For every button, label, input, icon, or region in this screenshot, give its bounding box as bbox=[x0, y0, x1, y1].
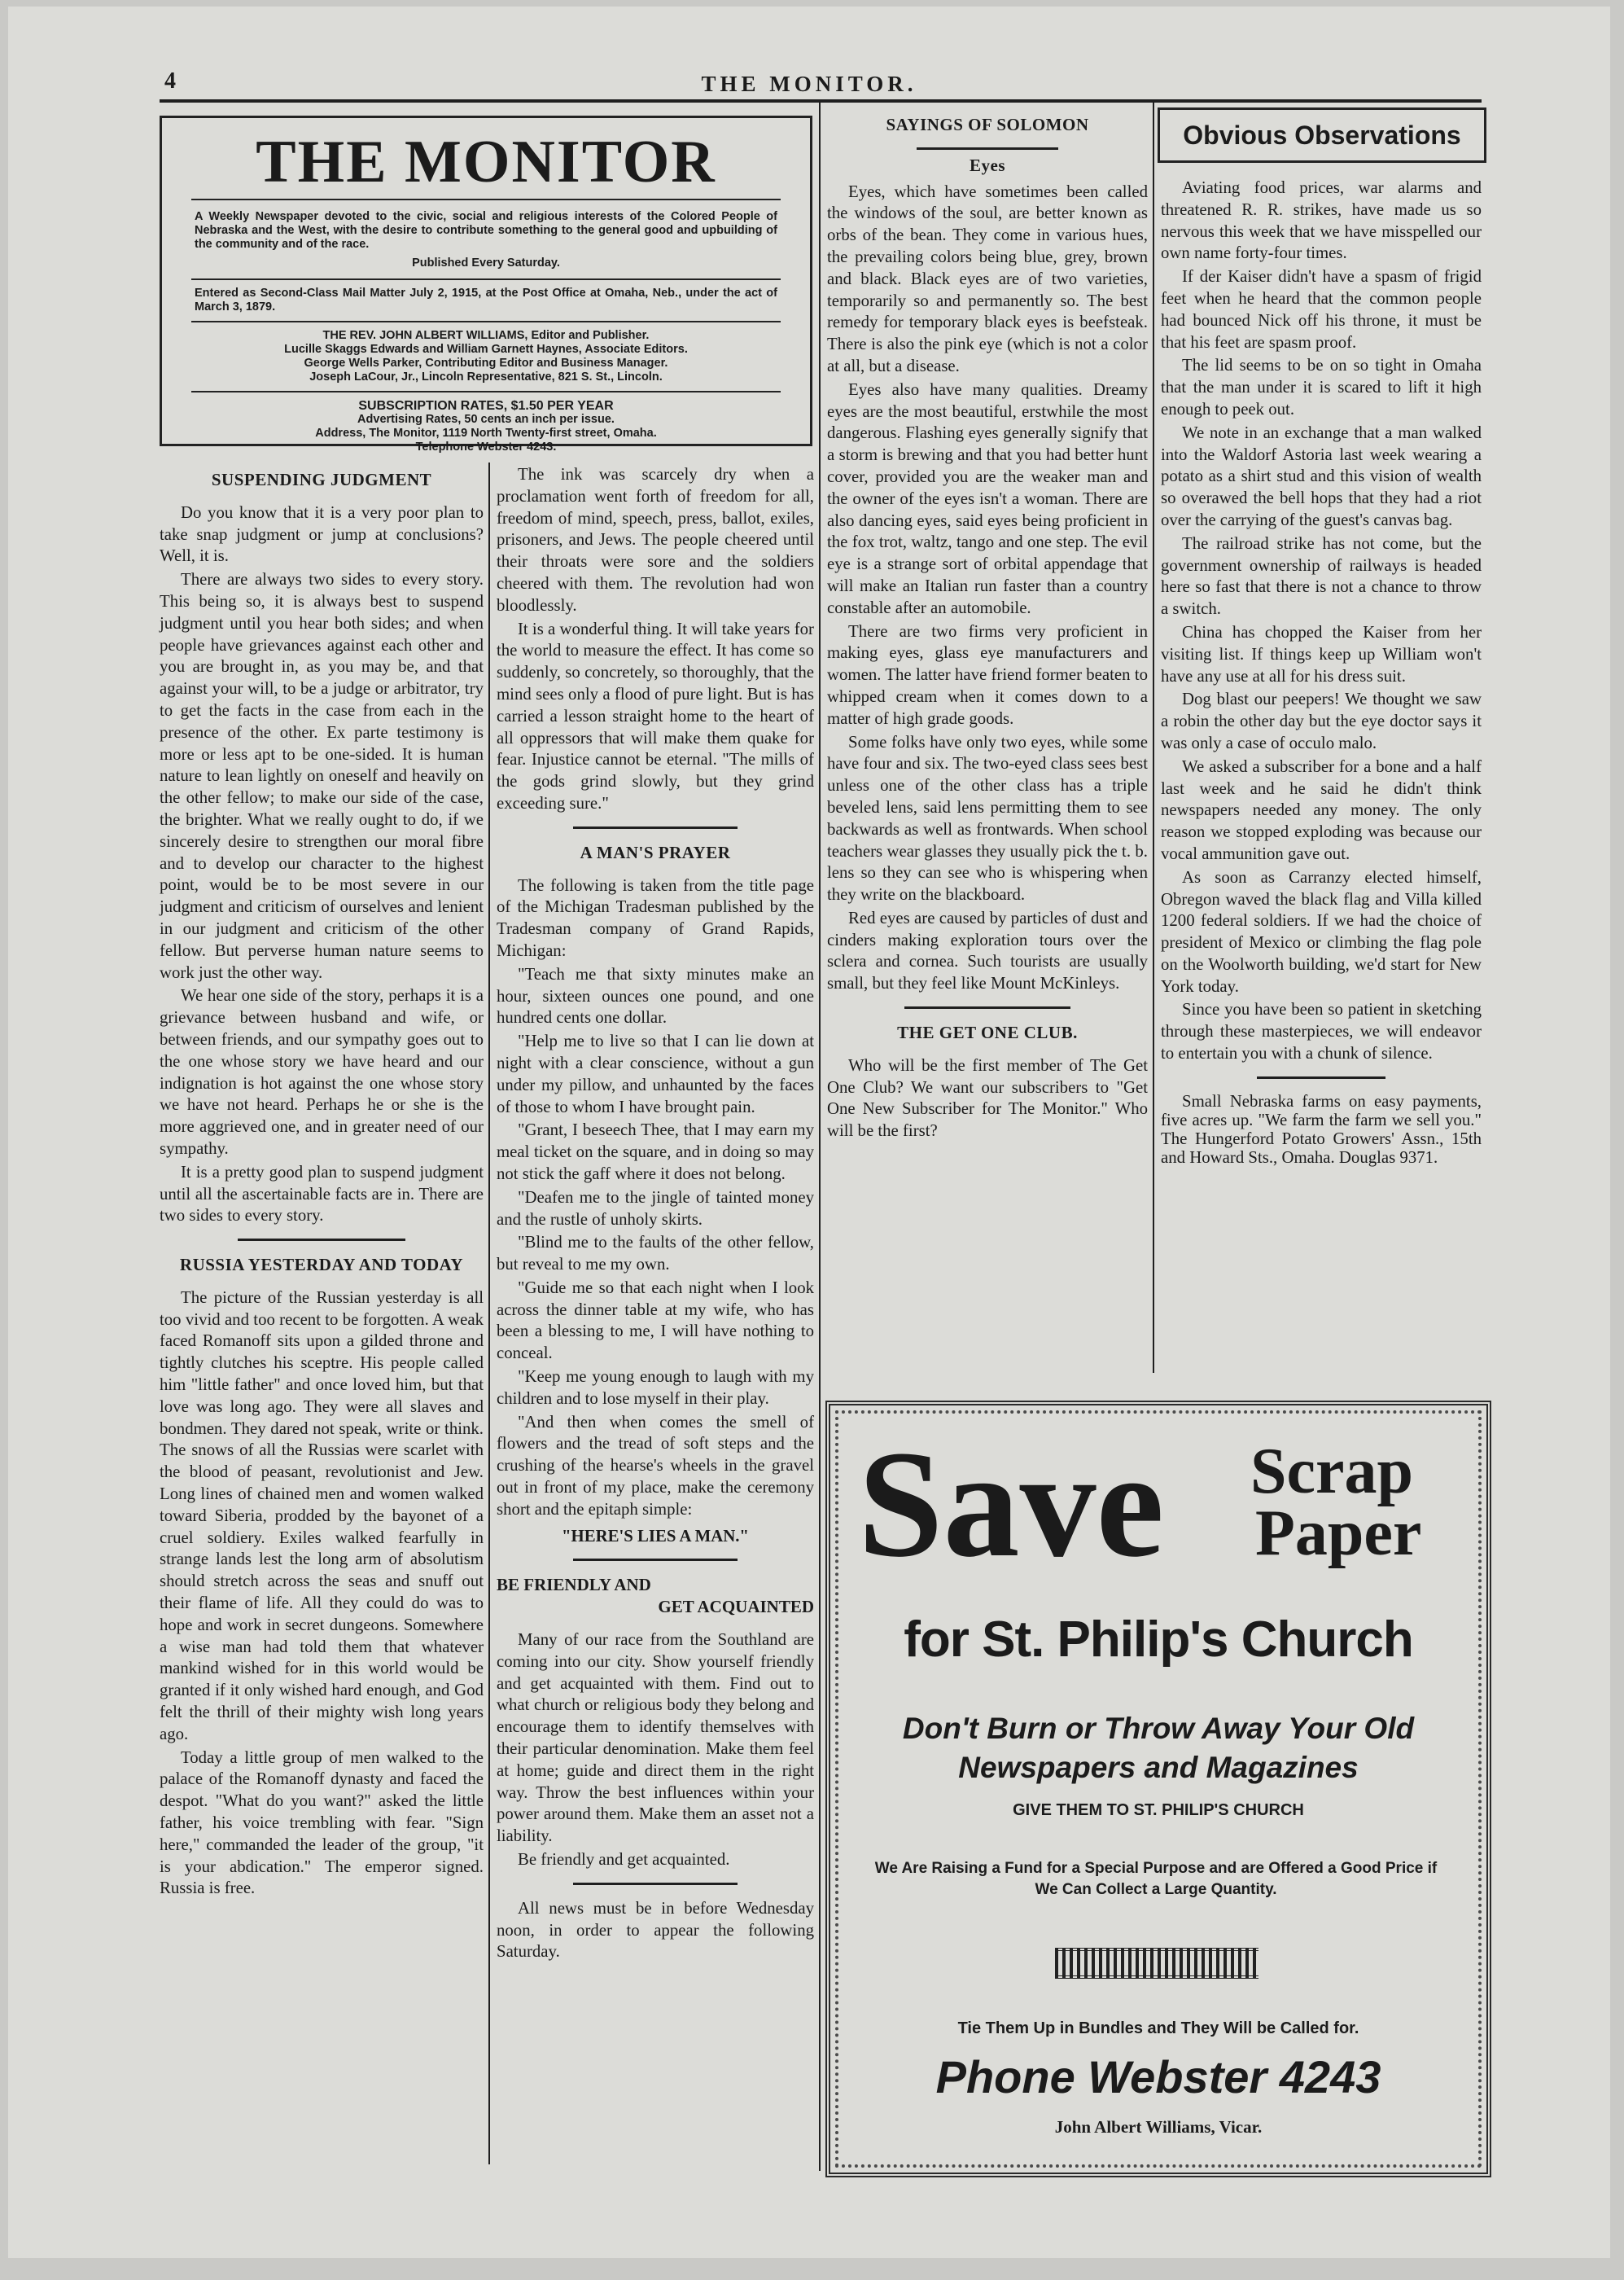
masthead-rule bbox=[191, 278, 781, 280]
article-paragraph: "Deafen me to the jingle of tainted money and the rustle of unholy skirts. bbox=[497, 1187, 814, 1229]
article-divider bbox=[238, 1239, 406, 1241]
article-paragraph: Who will be the first member of The Get One Club? We want our subscribers to "Get One New Subscriber for The Monitor." Who will be the first? bbox=[827, 1055, 1148, 1141]
masthead-associates: Lucille Skaggs Edwards and William Garnett Haynes, Associate Editors. bbox=[284, 343, 688, 356]
column-2 bbox=[497, 464, 814, 1965]
masthead-contributing: George Wells Parker, Contributing Editor and Business Manager. bbox=[304, 357, 668, 370]
observation-paragraph: The lid seems to be on so tight in Omaha that the man under it is scared to lift it high enough to peek out. bbox=[1161, 356, 1482, 419]
ad-church-line: for St. Philip's Church bbox=[904, 1611, 1413, 1668]
article-divider bbox=[1257, 1076, 1385, 1079]
article-paragraph: Red eyes are caused by particles of dust and cinders making exploration tours over the sclera and cornea. Such tourists are usually small, but they feel like Mount McKinleys. bbox=[827, 908, 1148, 993]
article-paragraph: It is a pretty good plan to suspend judgment until all the ascertainable facts are in. There are two sides to every story. bbox=[160, 1162, 484, 1226]
ad-phone-line: Phone Webster 4243 bbox=[935, 2051, 1381, 2102]
masthead-editor: THE REV. JOHN ALBERT WILLIAMS, Editor and Publisher. bbox=[322, 329, 650, 342]
observation-paragraph: Since you have been so patient in sketching through these masterpieces, we will endeavor to entertain you with a chunk of silence. bbox=[1161, 1000, 1482, 1063]
article-divider bbox=[573, 1559, 738, 1561]
article-paragraph: "Guide me so that each night when I look across the dinner table at my wife, who has been a blessing to me, I will have nothing to conceal. bbox=[497, 1278, 814, 1363]
column-3 bbox=[827, 107, 1148, 1144]
column-rule bbox=[488, 463, 490, 2164]
eyes-subheading: Eyes bbox=[970, 155, 1005, 175]
article-paragraph: Today a little group of men walked to the palace of the Romanoff dynasty and faced the despot. "What do you want?" asked the little father, his voice trembling with fear. "Sign here," commanded the leader of the group, "it is your abdication." The emperor signed. Russia is free. bbox=[160, 1747, 484, 1898]
suspending-judgment-heading: SUSPENDING JUDGMENT bbox=[211, 470, 432, 489]
article-paragraph: Many of our race from the Southland are coming into our city. Show yourself friendly and get acquainted with them. Find out to what church or religious body they belong and encourage them to identify themselves with their particular denomination. Make them feel at home; guide and direct them in the right way. Throw the best influences within your power around them. Make them an asset not a liability. bbox=[497, 1630, 814, 1846]
observation-paragraph: Aviating food prices, war alarms and threatened R. R. strikes, have made us so nervous this week that we have misspelled our own name forty-four times. bbox=[1161, 178, 1482, 263]
sayings-of-solomon-heading: SAYINGS OF SOLOMON bbox=[886, 115, 1089, 134]
article-paragraph: Do you know that it is a very poor plan to take snap judgment or jump at conclusions? Well, it is. bbox=[160, 502, 484, 566]
running-head: THE MONITOR. bbox=[701, 72, 917, 96]
observation-paragraph: China has chopped the Kaiser from her visiting list. If things keep up William won't have any use at all for his dress suit. bbox=[1161, 622, 1482, 686]
get-acquainted-heading: GET ACQUAINTED bbox=[658, 1597, 814, 1617]
article-paragraph: Be friendly and get acquainted. bbox=[518, 1850, 730, 1870]
masthead-lincoln: Joseph LaCour, Jr., Lincoln Representative, 821 S. St., Lincoln. bbox=[309, 370, 663, 384]
article-paragraph: We hear one side of the story, perhaps it is a grievance between husband and wife, or between friends, and our sympathy goes out to the one whose story we have heard and our indignation is hot against the one whose story we have not heard. Perhaps he or she is the more aggrieved one, and in greater need of our sympathy. bbox=[160, 986, 484, 1158]
masthead-box bbox=[160, 116, 812, 454]
observation-paragraph: The railroad strike has not come, but the government ownership of railways is headed here so fast that there is not a chance to throw a switch. bbox=[1161, 533, 1482, 619]
column-1 bbox=[160, 464, 484, 1901]
observation-paragraph: We asked a subscriber for a bone and a half last week and he said he didn't think newspapers needed any money. The only reason we stopped exploding was because our vocal ammunition gave out. bbox=[1161, 756, 1482, 863]
epitaph-line: "HERE'S LIES A MAN." bbox=[562, 1526, 749, 1546]
article-paragraph: The ink was scarcely dry when a proclamation went forth of freedom for all, freedom of mind, speech, press, ballot, exiles, prisoners, and Jews. The people cheered until their throats were sore and the soldiers cheered with them. The revolution had won bloodlessly. bbox=[497, 465, 814, 615]
masthead-advertising: Advertising Rates, 50 cents an inch per issue. bbox=[357, 413, 615, 426]
article-paragraph: It is a wonderful thing. It will take years for the world to measure the effect. It has come so suddenly, so concretely, so thoroughly, that the mind sees only a flood of pure light. But is has carried a lesson straight home to the heart of all oppressors that will make them quake for fear. Injustice cannot be eternal. "The mills of the gods grind slowly, but they grind exceeding sure." bbox=[497, 619, 814, 813]
article-paragraph: "Blind me to the faults of the other fellow, but reveal to me my own. bbox=[497, 1233, 814, 1274]
article-divider bbox=[573, 1883, 738, 1885]
get-one-club-heading: THE GET ONE CLUB. bbox=[897, 1023, 1078, 1043]
masthead-entered: Entered as Second-Class Mail Matter July 2, 1915, at the Post Office at Omaha, Neb., under the act of March 3, 1879. bbox=[195, 287, 777, 314]
masthead-telephone: Telephone Webster 4243. bbox=[415, 441, 557, 454]
article-paragraph: Some folks have only two eyes, while some have four and six. The two-eyed class sees best unless one of the other class has a triple beveled lens, said lens permitting them to see backwards as well as frontwards. When school teachers wear glasses they usually pick the t. b. lens so they can see who is whispering when they write on the blackboard. bbox=[827, 732, 1148, 905]
article-paragraph: "Keep me young enough to laugh with my children and to lose myself in their play. bbox=[497, 1367, 814, 1408]
ad-paper-word: Paper bbox=[1255, 1497, 1422, 1569]
observation-paragraph: If der Kaiser didn't have a spasm of frigid feet when he heard that the common people had bounced Nick off his throne, it must be that his feet are spasm proof. bbox=[1161, 267, 1482, 352]
heading-rule bbox=[917, 147, 1057, 150]
column-rule bbox=[1153, 103, 1154, 1373]
article-divider bbox=[904, 1006, 1071, 1009]
newspaper-page bbox=[8, 7, 1610, 2258]
ad-vicar-line: John Albert Williams, Vicar. bbox=[1054, 2117, 1263, 2137]
header-rule bbox=[160, 99, 1482, 103]
masthead-address: Address, The Monitor, 1119 North Twenty-first street, Omaha. bbox=[315, 427, 657, 440]
article-paragraph: There are two firms very proficient in making eyes, glass eye manufacturers and women. The latter have friend former beaten to whipped cream when it comes down to a matter of high grade goods. bbox=[827, 621, 1148, 728]
ad-raising-fund-text: We Are Raising a Fund for a Special Purpose and are Offered a Good Price if We Can Collect a Large Quantity. bbox=[874, 1860, 1438, 1898]
observation-paragraph: Dog blast our peepers! We thought we saw a robin the other day but the eye doctor says it was only a case of occulo malo. bbox=[1161, 690, 1482, 752]
article-paragraph: The picture of the Russian yesterday is all too vivid and too recent to be forgotten. A weak faced Romanoff sits upon a gilded throne and tightly clutches his sceptre. His people called him "little father" and once loved him, but that love was long ago. They were all slaves and bondmen. They dared not speak, write or think. The snows of all the Russias were scarlet with the blood of peasant, revolutionist and Jew. Long lines of chained men and women walked toward Siberia, prodded by the bayonet of a cruel soldiery. Exiles walked fearfully in strange lands lest the long arm of absolutism should stretch across the seas and snuff out their flame of life. All they could do was to hope and work in secret dungeons. Somewhere a wise man had told them that whatever mankind wished for in this world would be granted if it only wished hard enough, and God felt the thrill of their mighty wish long years ago. bbox=[160, 1287, 484, 1743]
column-4 bbox=[1161, 178, 1482, 1168]
article-divider bbox=[573, 826, 738, 829]
article-paragraph: The following is taken from the title page of the Michigan Tradesman published by the Tradesman company of Grand Rapids, Michigan: bbox=[497, 875, 814, 960]
masthead-rule bbox=[191, 391, 781, 392]
page-number: 4 bbox=[164, 68, 176, 94]
article-paragraph: Eyes, which have sometimes been called the windows of the soul, are better known as orbs of the bean. They come in various hues, the prevailing colors being blue, grey, brown and black. Black eyes are of two varieties, temporarily so and permanently so. The best remedy for temporary black eyes is beefsteak. There is also the pink eye (which is not a color at all, but a disease. bbox=[827, 182, 1148, 375]
ad-tie-bundles-line: Tie Them Up in Bundles and They Will be Called for. bbox=[957, 2019, 1359, 2037]
masthead-published: Published Every Saturday. bbox=[412, 256, 560, 270]
farm-advertisement: Small Nebraska farms on easy payments, five acres up. "We farm the farm we sell you." The Hungerford Potato Growers' Assn., 15th and Howard Sts., Omaha. Douglas 9371. bbox=[1161, 1091, 1482, 1167]
article-paragraph: Eyes also have many qualities. Dreamy eyes are the most beautiful, erstwhile the most dangerous. Flashing eyes generally signify that a storm is brewing and that you had better hunt cover, provided you are the weaker man and the owner of the eyes isn't a woman. There are also dancing eyes, said eyes being proficient in the fox trot, waltz, tango and one step. The evil eye is a strange sort of orbital appendage that will make an Italian run faster than a country constable after an automobile. bbox=[827, 379, 1148, 617]
article-paragraph: "And then when comes the smell of flowers and the tread of soft steps and the crushing of the hearse's wheels in the gravel out in front of my place, make the ceremony short and the epitaph simple: bbox=[497, 1412, 814, 1519]
ad-ornament bbox=[1055, 1948, 1258, 1979]
masthead-title: THE MONITOR bbox=[256, 129, 716, 195]
mans-prayer-heading: A MAN'S PRAYER bbox=[580, 842, 731, 862]
article-paragraph: There are always two sides to every story. This being so, it is always best to suspend judgment until you hear both sides; and when people have grievances against each other and you are brought in, as you may be, and that against your will, to be a judge or arbitrator, try to get the facts in the case from each in the presence of the other. Ex parte testimony is more or less apt to be one-sided. It is human nature to lean lightly on oneself and heavily on the other fellow; to make our side of the case, the brighter. What we really ought to do, if we sincerely desire to strengthen our moral fibre and to develop our character to the highest point, would be to be most severe in our judgment and criticism of ourselves and lenient in our judgment and criticism of the other fellow. But perverse human nature seems to work just the other way. bbox=[160, 570, 484, 982]
column-rule bbox=[819, 103, 821, 2171]
scrap-paper-advertisement bbox=[825, 1401, 1491, 2177]
masthead-rates: SUBSCRIPTION RATES, $1.50 PER YEAR bbox=[358, 399, 614, 413]
masthead-rule bbox=[191, 199, 781, 200]
ad-newspapers-line: Newspapers and Magazines bbox=[958, 1751, 1359, 1784]
news-deadline-notice: All news must be in before Wednesday noon, in order to appear the following Saturday. bbox=[497, 1898, 814, 1962]
masthead-description: A Weekly Newspaper devoted to the civic, social and religious interests of the Colored People of Nebraska and the West, with the desire to contribute something to the general good and upbuilding of the community and of the race. bbox=[195, 210, 777, 251]
ad-scrap-word: Scrap bbox=[1250, 1436, 1413, 1507]
ad-dont-burn-line: Don't Burn or Throw Away Your Old bbox=[902, 1712, 1415, 1745]
article-paragraph: "Teach me that sixty minutes make an hour, sixteen ounces one pound, and one hundred cents one dollar. bbox=[497, 964, 814, 1028]
masthead-rule bbox=[191, 321, 781, 322]
be-friendly-heading: BE FRIENDLY AND bbox=[497, 1575, 651, 1595]
observation-paragraph: We note in an exchange that a man walked into the Waldorf Astoria last week wearing a potato as a shirt stud and this vision of wealth so overawed the bell hops that they had a riot over the carrying of the guest's canvas bag. bbox=[1161, 423, 1482, 529]
ad-save-word: Save bbox=[858, 1418, 1164, 1589]
article-paragraph: "Help me to live so that I can lie down at night with a clear conscience, without a gun under my pillow, and unhaunted by the faces of those to whom I have brought pain. bbox=[497, 1032, 814, 1116]
russia-heading: RUSSIA YESTERDAY AND TODAY bbox=[179, 1255, 464, 1275]
obvious-observations-heading: Obvious Observations bbox=[1158, 107, 1486, 163]
ad-give-line: GIVE THEM TO ST. PHILIP'S CHURCH bbox=[1013, 1801, 1304, 1819]
article-paragraph: "Grant, I beseech Thee, that I may earn my meal ticket on the square, and in doing so may not stick the gaff where it does not belong. bbox=[497, 1120, 814, 1183]
observation-paragraph: As soon as Carranzy elected himself, Obregon waved the black flag and Villa killed 1200 federal soldiers. If we had the choice of president of Mexico or climbing the flag pole on the Woolworth building, we'd start for New York today. bbox=[1161, 867, 1482, 996]
